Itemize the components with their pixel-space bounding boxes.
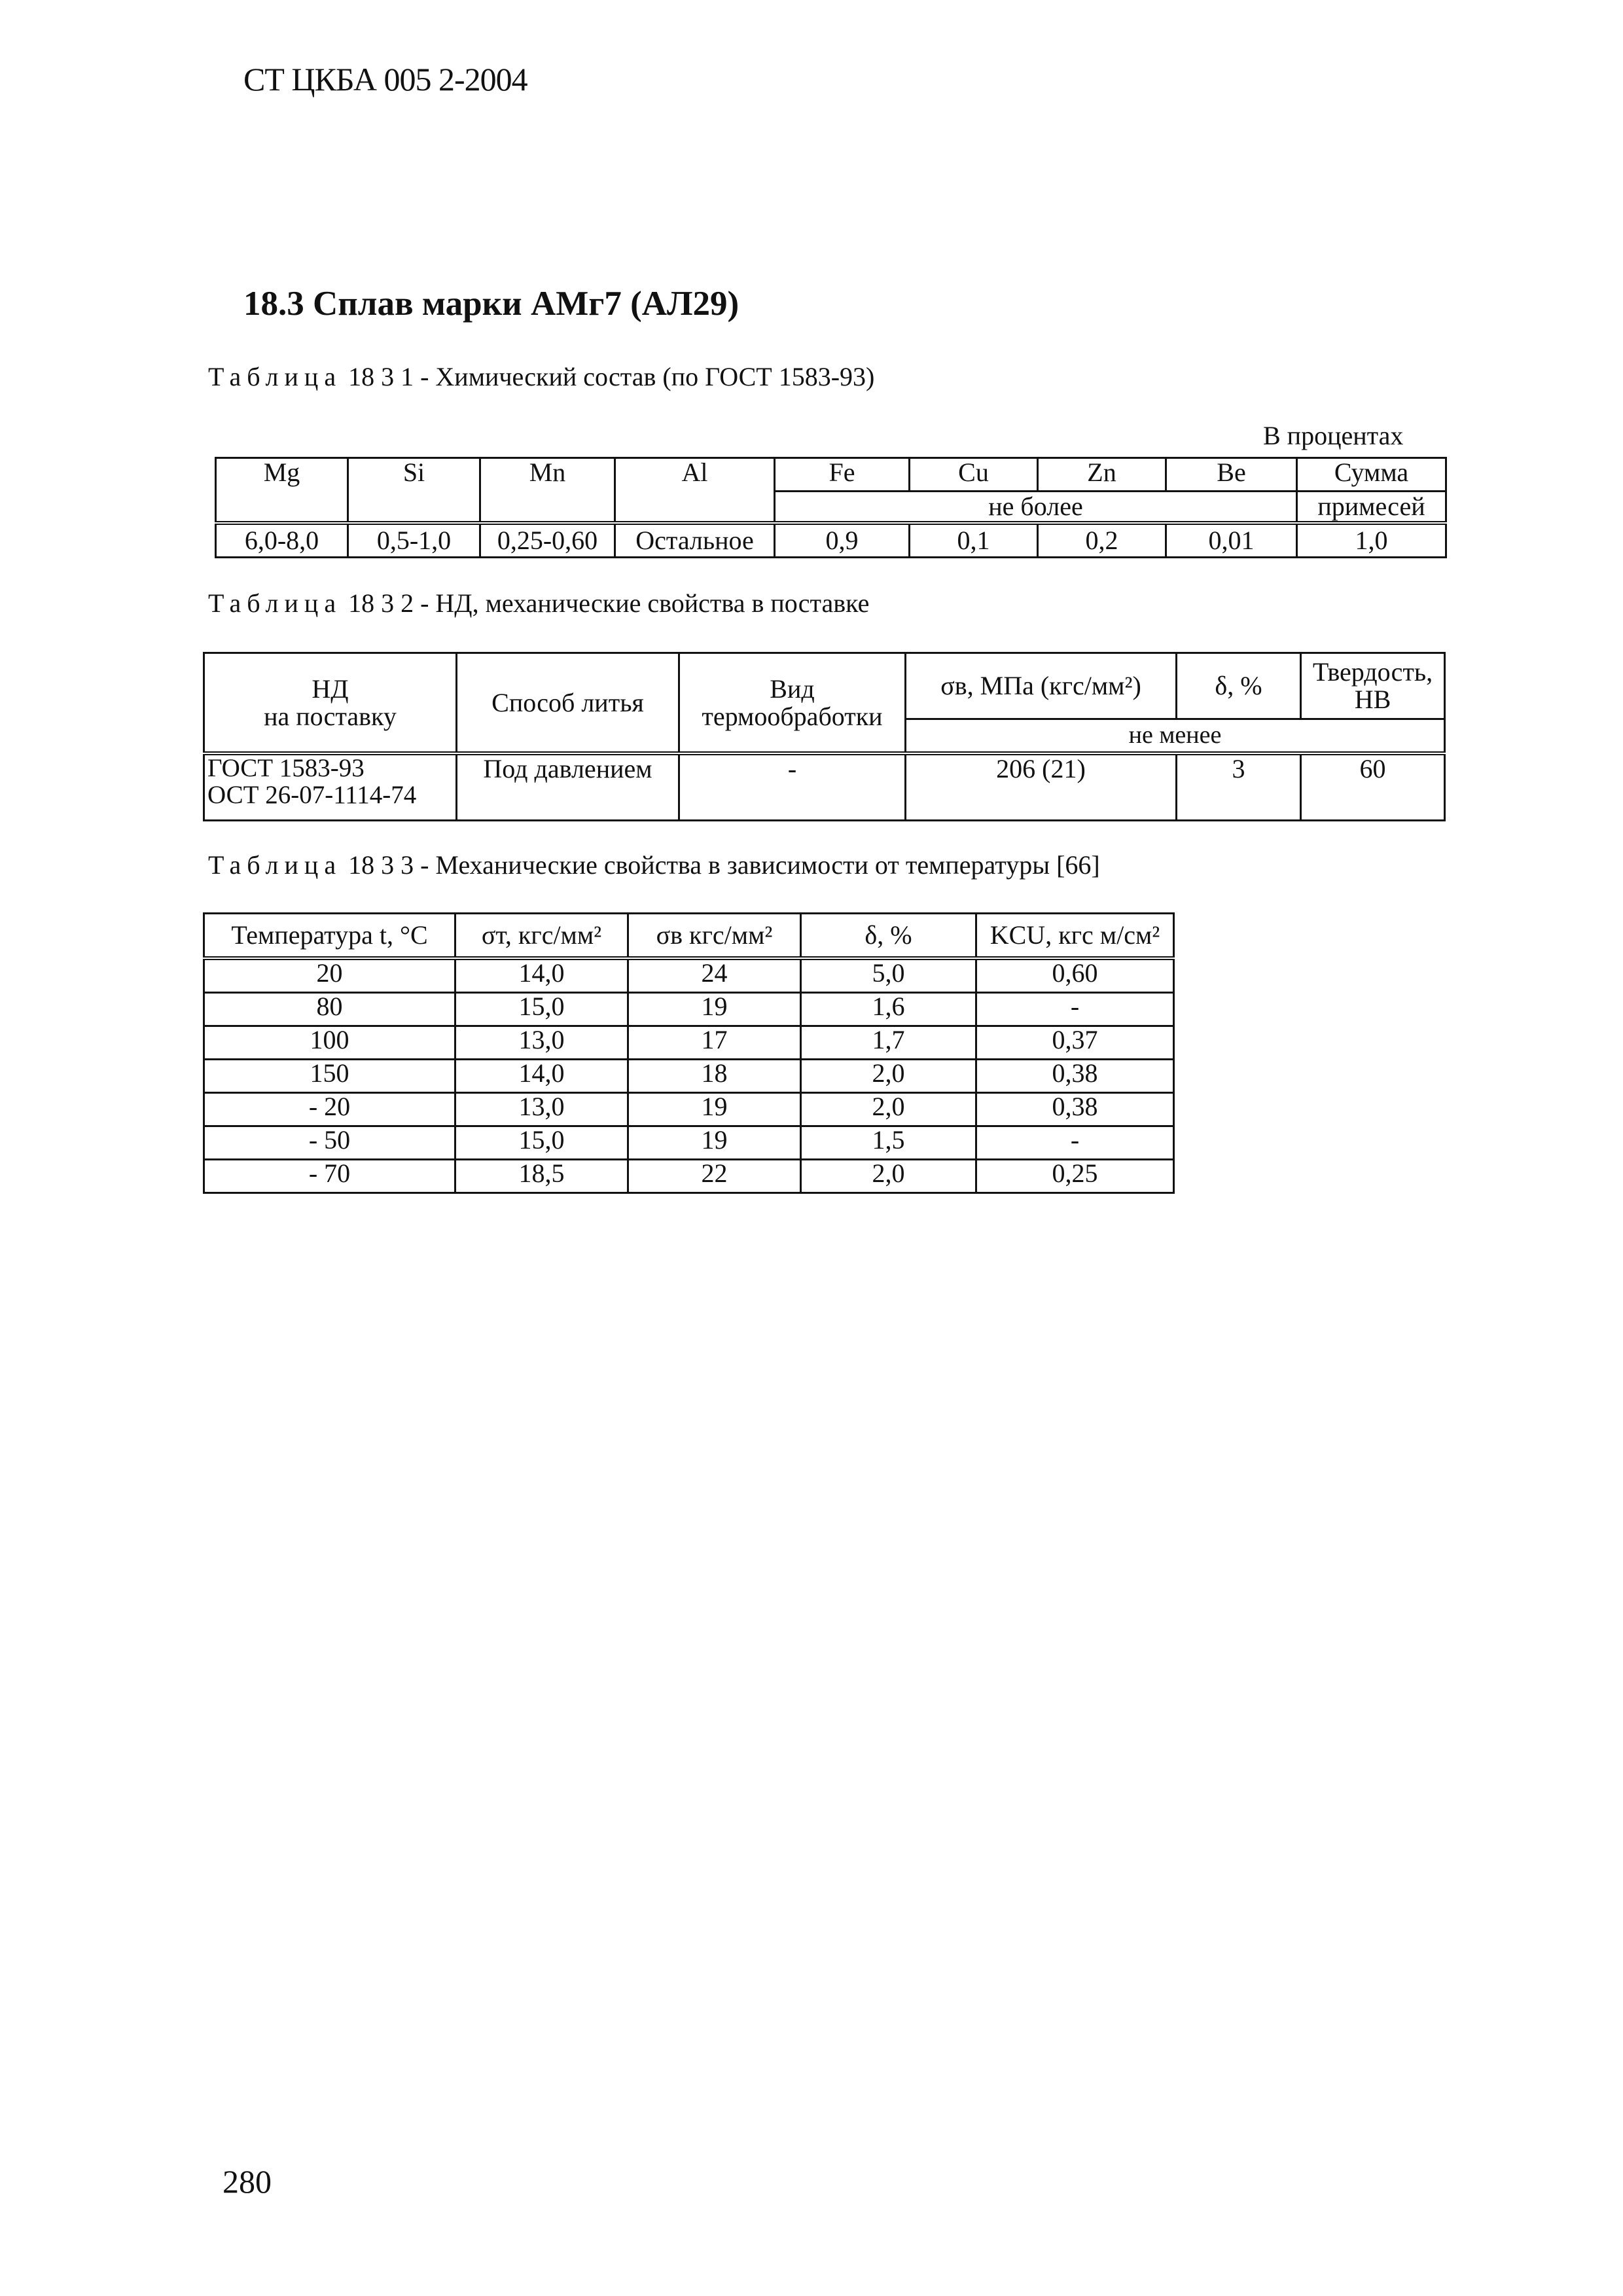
table-1-unit-note: В процентах <box>1263 421 1404 450</box>
delivery-properties-table <box>203 652 1446 821</box>
cell-kcu: - <box>976 993 1174 1026</box>
col-header-fe: Fe <box>775 458 910 492</box>
section-title: 18.3 Сплав марки АМг7 (АЛ29) <box>243 285 740 323</box>
col-header-delta: δ, % <box>1177 653 1301 719</box>
col-header-sigma-v: σв кгс/мм² <box>628 914 801 959</box>
cell-temperature: 100 <box>204 1026 455 1060</box>
cell-nd <box>204 753 457 821</box>
col-header-heat-line2: термообработки <box>702 701 883 731</box>
cell-sigma-t: 14,0 <box>455 958 628 993</box>
cell-kcu: 0,37 <box>976 1026 1174 1060</box>
col-header-al: Al <box>615 458 775 524</box>
table-1-caption-prefix: Таблица <box>208 362 342 391</box>
col-header-nd-line1: НД <box>312 673 349 704</box>
table-2-caption-prefix: Таблица <box>208 588 342 618</box>
table-2-caption <box>208 588 869 619</box>
cell-temperature: 80 <box>204 993 455 1026</box>
cell-delta: 3 <box>1177 753 1301 821</box>
page-number: 280 <box>223 2163 272 2200</box>
sub-header-min: не менее <box>906 719 1445 754</box>
cell-sigma-v: 22 <box>628 1160 801 1193</box>
col-header-temperature: Температура t, °С <box>204 914 455 959</box>
cell-kcu: 0,25 <box>976 1160 1174 1193</box>
col-header-kcu: KCU, кгс м/см² <box>976 914 1174 959</box>
document-code: СТ ЦКБА 005 2-2004 <box>243 61 527 98</box>
table-row <box>204 958 1174 993</box>
cell-nd-line1: ГОСТ 1583-93 <box>207 754 365 782</box>
table-3-caption-text: 18 3 3 - Механические свойства в зависимости от температуры [66] <box>348 850 1100 880</box>
cell-temperature: 20 <box>204 958 455 993</box>
cell-sigma-t: 14,0 <box>455 1060 628 1093</box>
table-row <box>204 1060 1174 1093</box>
table-3-caption <box>208 850 1100 880</box>
col-header-sigma-t: σт, кгс/мм² <box>455 914 628 959</box>
cell-delta: 1,7 <box>801 1026 976 1060</box>
cell-sigma-t: 15,0 <box>455 993 628 1026</box>
col-header-hardness-line2: НВ <box>1354 685 1391 714</box>
temperature-properties-table <box>203 912 1175 1194</box>
cell-temperature: 150 <box>204 1060 455 1093</box>
cell-casting: Под давлением <box>457 753 679 821</box>
cell-delta: 1,5 <box>801 1126 976 1160</box>
table-row <box>216 523 1446 558</box>
table-row <box>204 1160 1174 1193</box>
col-header-heat-line1: Вид <box>770 673 815 704</box>
table-1-caption <box>208 361 874 392</box>
sub-header-max: не более <box>775 492 1297 524</box>
cell-heat: - <box>679 753 906 821</box>
table-row <box>204 1026 1174 1060</box>
cell-temperature: - 70 <box>204 1160 455 1193</box>
table-row <box>204 753 1445 821</box>
cell-delta: 1,6 <box>801 993 976 1026</box>
table-2-caption-text: 18 3 2 - НД, механические свойства в поставке <box>348 588 870 618</box>
col-header-casting: Способ литья <box>457 653 679 754</box>
cell-mg: 6,0-8,0 <box>216 523 348 558</box>
cell-kcu: - <box>976 1126 1174 1160</box>
cell-sigma-v: 19 <box>628 1093 801 1126</box>
cell-sum: 1,0 <box>1297 523 1446 558</box>
table-row <box>204 993 1174 1026</box>
cell-cu: 0,1 <box>910 523 1038 558</box>
cell-temperature: - 20 <box>204 1093 455 1126</box>
cell-sigma-v: 19 <box>628 993 801 1026</box>
col-header-sigma: σв, МПа (кгс/мм²) <box>906 653 1177 719</box>
cell-kcu: 0,38 <box>976 1060 1174 1093</box>
cell-nd-line2: ОСТ 26-07-1114-74 <box>207 780 417 809</box>
cell-hardness: 60 <box>1301 753 1445 821</box>
cell-delta: 2,0 <box>801 1060 976 1093</box>
cell-sigma-v: 17 <box>628 1026 801 1060</box>
col-header-zn: Zn <box>1038 458 1166 492</box>
col-header-cu: Cu <box>910 458 1038 492</box>
cell-zn: 0,2 <box>1038 523 1166 558</box>
cell-sigma-v: 24 <box>628 958 801 993</box>
cell-fe: 0,9 <box>775 523 910 558</box>
cell-delta: 5,0 <box>801 958 976 993</box>
col-header-sum: Сумма <box>1297 458 1446 492</box>
cell-kcu: 0,38 <box>976 1093 1174 1126</box>
cell-sigma-t: 18,5 <box>455 1160 628 1193</box>
col-header-sum-line2: примесей <box>1297 492 1446 524</box>
col-header-be: Be <box>1166 458 1297 492</box>
col-header-hardness-line1: Твердость, <box>1312 657 1433 687</box>
cell-sigma-v: 19 <box>628 1126 801 1160</box>
cell-delta: 2,0 <box>801 1160 976 1193</box>
col-header-nd-line2: на поставку <box>264 701 397 731</box>
cell-al: Остальное <box>615 523 775 558</box>
table-row <box>204 1126 1174 1160</box>
table-3-caption-prefix: Таблица <box>208 850 342 880</box>
col-header-heat-treatment <box>679 653 906 754</box>
cell-sigma-t: 15,0 <box>455 1126 628 1160</box>
col-header-si: Si <box>348 458 480 524</box>
cell-temperature: - 50 <box>204 1126 455 1160</box>
table-row <box>204 1093 1174 1126</box>
cell-sigma: 206 (21) <box>906 753 1177 821</box>
cell-si: 0,5-1,0 <box>348 523 480 558</box>
col-header-hardness <box>1301 653 1445 719</box>
cell-mn: 0,25-0,60 <box>480 523 615 558</box>
cell-delta: 2,0 <box>801 1093 976 1126</box>
col-header-mg: Mg <box>216 458 348 524</box>
col-header-delta: δ, % <box>801 914 976 959</box>
cell-kcu: 0,60 <box>976 958 1174 993</box>
cell-sigma-v: 18 <box>628 1060 801 1093</box>
chemical-composition-table <box>215 457 1447 558</box>
cell-sigma-t: 13,0 <box>455 1026 628 1060</box>
col-header-mn: Mn <box>480 458 615 524</box>
cell-be: 0,01 <box>1166 523 1297 558</box>
col-header-nd <box>204 653 457 754</box>
cell-sigma-t: 13,0 <box>455 1093 628 1126</box>
table-1-caption-text: 18 3 1 - Химический состав (по ГОСТ 1583-93) <box>348 362 875 391</box>
